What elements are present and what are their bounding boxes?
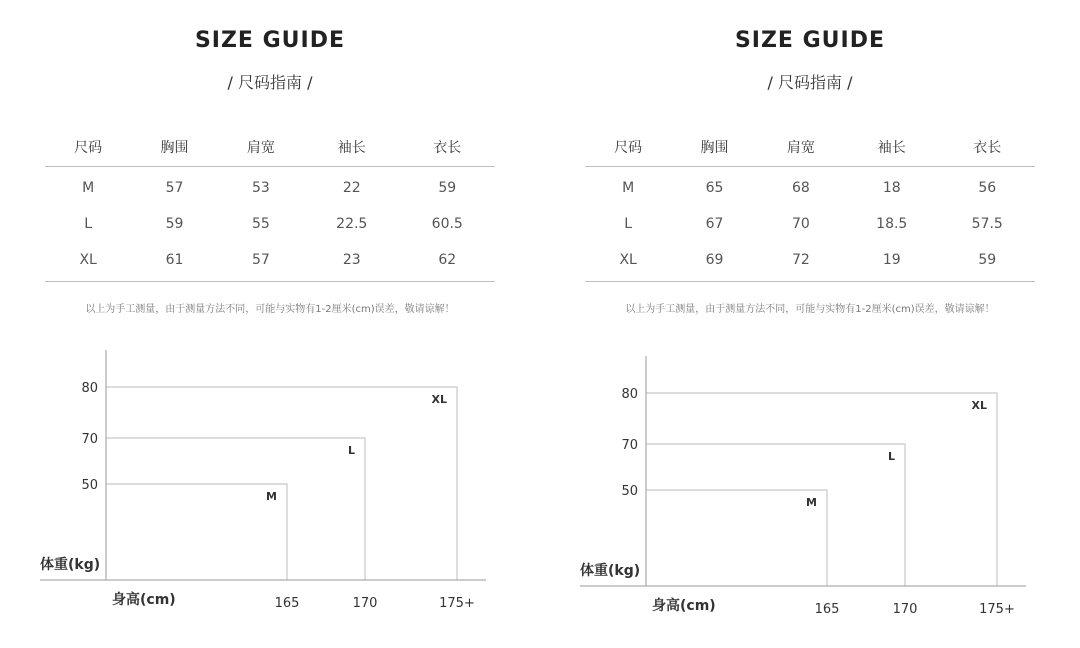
table-cell: 59 bbox=[940, 242, 1036, 282]
table-cell: 65 bbox=[705, 180, 724, 196]
measurement-note: 以上为手工测量，由于测量方法不同，可能与实物有1-2厘米(cm)误差，敬请谅解！ bbox=[85, 304, 455, 315]
header-shoulder: 肩宽 bbox=[758, 128, 844, 167]
y-axis-title: 体重(kg) bbox=[40, 557, 101, 573]
size-box-l bbox=[646, 444, 905, 586]
size-label-xl: XL bbox=[971, 399, 987, 412]
measurement-note: 以上为手工测量，由于测量方法不同，可能与实物有1-2厘米(cm)误差，敬请谅解！ bbox=[625, 304, 995, 315]
table-row bbox=[585, 242, 1035, 282]
y-tick-label: 50 bbox=[81, 478, 98, 493]
table-cell: 23 bbox=[304, 242, 399, 282]
size-box-m bbox=[646, 490, 827, 586]
height-weight-chart bbox=[540, 346, 1080, 646]
y-tick-label: 50 bbox=[621, 484, 638, 499]
table-cell: 57.5 bbox=[971, 216, 1003, 232]
table-cell: 53 bbox=[251, 180, 270, 196]
table-cell: 18 bbox=[882, 180, 901, 196]
header-length: 衣长 bbox=[940, 128, 1036, 167]
header-shoulder: 肩宽 bbox=[218, 128, 304, 167]
x-axis-title: 身高(cm) bbox=[112, 592, 176, 608]
panel-subtitle: / 尺码指南 / bbox=[767, 73, 853, 92]
y-tick-label: 70 bbox=[621, 438, 638, 453]
table-cell: 69 bbox=[671, 242, 757, 282]
y-tick-label: 80 bbox=[81, 381, 98, 396]
table-cell: 61 bbox=[131, 242, 217, 282]
size-table bbox=[585, 128, 1035, 282]
size-guide-panel-right bbox=[540, 0, 1080, 648]
table-cell: 67 bbox=[705, 216, 724, 232]
header-size: 尺码 bbox=[585, 128, 671, 167]
x-tick-label: 165 bbox=[274, 596, 300, 611]
table-cell: M bbox=[622, 180, 635, 196]
table-cell: 59 bbox=[165, 216, 184, 232]
x-tick-label: 170 bbox=[352, 596, 378, 611]
table-cell: L bbox=[624, 216, 633, 232]
table-cell: M bbox=[82, 180, 95, 196]
table-cell: 22 bbox=[342, 180, 361, 196]
table-cell: 72 bbox=[758, 242, 844, 282]
table-cell: 57 bbox=[218, 242, 304, 282]
size-label-m: M bbox=[266, 490, 277, 503]
header-sleeve: 袖长 bbox=[304, 128, 399, 167]
size-label-m: M bbox=[806, 496, 817, 509]
x-axis-title: 身高(cm) bbox=[652, 598, 716, 614]
header-chest: 胸围 bbox=[671, 128, 757, 167]
panel-subtitle: / 尺码指南 / bbox=[227, 73, 313, 92]
table-cell: 70 bbox=[791, 216, 810, 232]
x-tick-label: 170 bbox=[892, 602, 918, 617]
table-cell: XL bbox=[45, 242, 131, 282]
table-cell: 59 bbox=[438, 180, 457, 196]
table-cell: 60.5 bbox=[431, 216, 463, 232]
table-cell: 56 bbox=[978, 180, 997, 196]
size-label-l: L bbox=[347, 444, 355, 457]
table-cell: L bbox=[84, 216, 93, 232]
size-label-l: L bbox=[887, 450, 895, 463]
x-tick-label: 175+ bbox=[439, 596, 475, 611]
x-tick-label: 165 bbox=[814, 602, 840, 617]
y-axis-title: 体重(kg) bbox=[580, 563, 641, 579]
panel-title: SIZE GUIDE bbox=[194, 28, 346, 53]
table-row bbox=[585, 206, 1035, 242]
table-cell: 68 bbox=[791, 180, 810, 196]
table-row bbox=[45, 167, 495, 207]
header-chest: 胸围 bbox=[131, 128, 217, 167]
table-row bbox=[45, 206, 495, 242]
panel-title: SIZE GUIDE bbox=[734, 28, 886, 53]
table-header-row bbox=[585, 128, 1035, 167]
header-length: 衣长 bbox=[400, 128, 496, 167]
table-cell: 55 bbox=[251, 216, 270, 232]
table-cell: 62 bbox=[400, 242, 496, 282]
size-table bbox=[45, 128, 495, 282]
table-cell: 22.5 bbox=[336, 216, 368, 232]
table-row bbox=[585, 167, 1035, 207]
x-tick-label: 175+ bbox=[979, 602, 1015, 617]
table-cell: 57 bbox=[165, 180, 184, 196]
y-tick-label: 80 bbox=[621, 387, 638, 402]
table-cell: 19 bbox=[844, 242, 939, 282]
size-box-m bbox=[106, 484, 287, 580]
size-box-l bbox=[106, 438, 365, 580]
header-size: 尺码 bbox=[45, 128, 131, 167]
table-header-row bbox=[45, 128, 495, 167]
height-weight-chart bbox=[0, 340, 540, 640]
y-tick-label: 70 bbox=[81, 432, 98, 447]
table-row bbox=[45, 242, 495, 282]
size-label-xl: XL bbox=[431, 393, 447, 406]
header-sleeve: 袖长 bbox=[844, 128, 939, 167]
table-cell: 18.5 bbox=[876, 216, 908, 232]
table-cell: XL bbox=[585, 242, 671, 282]
